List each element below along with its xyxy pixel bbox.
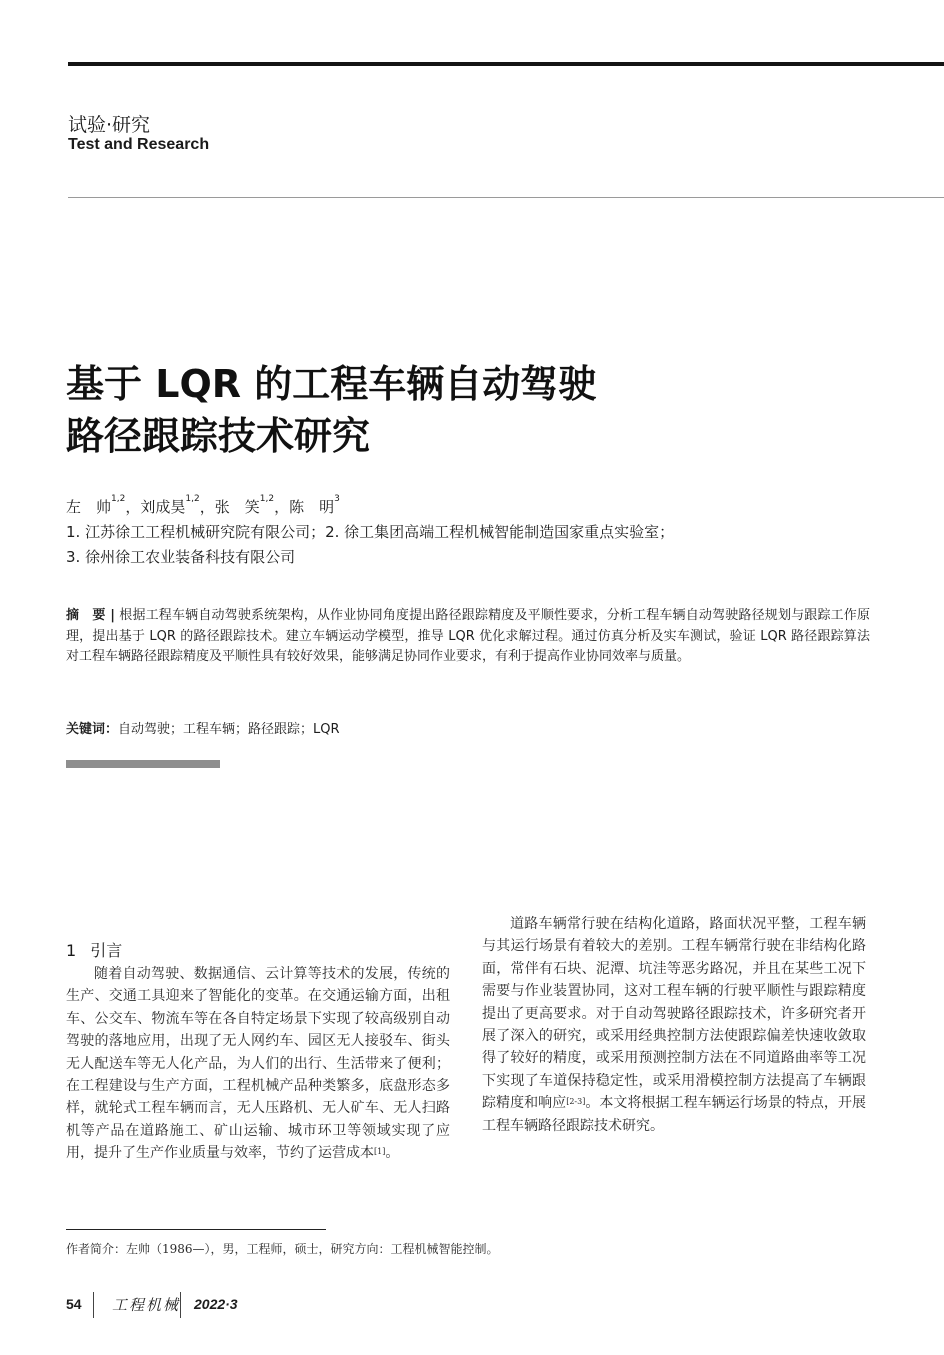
section-title: 引言	[90, 941, 123, 960]
author-affil-mark: 1,2	[185, 494, 200, 504]
abstract	[66, 606, 870, 668]
author-affil-mark: 1,2	[111, 494, 126, 504]
author-footnote: 作者简介：左帅（1986—），男，工程师，硕士，研究方向：工程机械智能控制。	[66, 1242, 499, 1256]
author-name: 张 笑	[214, 498, 260, 516]
author-affil-mark: 3	[334, 494, 340, 504]
keywords-text: 自动驾驶；工程车辆；路径跟踪；LQR	[118, 722, 340, 737]
author-affil-mark: 1,2	[259, 494, 275, 504]
body-paragraph: 道路车辆常行驶在结构化道路，路面状况平整，工程车辆与其运行场景有着较大的差别。工程车辆常行驶在非结构化路面，常伴有石块、泥潭、坑洼等恶劣路况，并且在某些工况下需要与作业装置协同，这对工程车辆的行驶平顺性与跟踪精度提出了更高要求。对于自动驾驶路径跟踪技术，许多研究者开展了深入的研究，或采用经典控制方法使跟踪偏差快速收敛取得了较好的精度，或采用预测控制方法在不同道路曲率等工况下实现了车道保持稳定性，或采用滑模控制方法提高了车辆跟踪精度和响应[2-3]。本文将根据工程车辆运行场景的特点，开展工程车辆路径跟踪技术研究。	[482, 916, 867, 1134]
citation: [2-3]	[566, 1097, 586, 1107]
decorative-bar	[66, 760, 220, 768]
abstract-label: 摘 要 |	[66, 608, 115, 623]
page-number: 54	[66, 1296, 82, 1312]
journal-name: 工程机械	[112, 1296, 181, 1314]
top-rule	[68, 62, 944, 66]
affiliation-line: 3. 徐州徐工农业装备科技有限公司	[66, 548, 296, 566]
section-heading	[66, 938, 136, 961]
issue-number: 2022·3	[194, 1296, 238, 1312]
footnote-rule	[66, 1229, 326, 1230]
section-label-cn: 试验·研究	[68, 114, 151, 136]
author-list: 左 帅$^{1,2}$，刘成昊$^{1,2}$，张 笑$^{1,2}$，陈 明$^3$	[66, 494, 340, 516]
abstract-text: 根据工程车辆自动驾驶系统架构，从作业协同角度提出路径跟踪精度及平顺性要求，分析工程车辆自动驾驶路径规划与跟踪工作原理，提出基于 LQR 的路径跟踪技术。建立车辆运动学模型，推导 LQR 优化求解过程。通过仿真分析及实车测试，验证 LQR 路径跟踪算法对工程车辆路径跟踪精度及平顺性具有较好效果，能够满足协同作业要求，有利于提高作业协同效率与质量。	[66, 608, 870, 664]
footer-separator	[180, 1292, 181, 1318]
section-number: 1	[66, 941, 77, 960]
keywords-label: 关键词：	[66, 722, 119, 737]
header-rule	[68, 197, 944, 198]
keywords	[66, 718, 340, 737]
body-paragraph: 随着自动驾驶、数据通信、云计算等技术的发展，传统的生产、交通工具迎来了智能化的变革。在交通运输方面，出租车、公交车、物流车等在各自特定场景下实现了较高级别自动驾驶的落地应用，出现了无人网约车、园区无人接驳车、街头无人配送车等无人化产品，为人们的出行、生活带来了便利；在工程建设与生产方面，工程机械产品种类繁多，底盘形态多样，就轮式工程车辆而言，无人压路机、无人矿车、无人扫路机等产品在道路施工、矿山运输、城市环卫等领域实现了应用，提升了生产作业质量与效率，节约了运营成本[1]。	[66, 966, 450, 1162]
author-name: 左 帅	[66, 498, 112, 516]
author-name: 陈 明	[289, 498, 335, 516]
body-column-left	[66, 963, 450, 1165]
title-line-1: 基于 LQR 的工程车辆自动驾驶	[66, 362, 597, 406]
citation: [1]	[374, 1147, 386, 1157]
footer-separator	[93, 1292, 94, 1318]
affiliation-line: 1. 江苏徐工工程机械研究院有限公司；2. 徐工集团高端工程机械智能制造国家重点实验室；	[66, 523, 675, 541]
body-column-right	[482, 913, 866, 1137]
title-line-2: 路径跟踪技术研究	[66, 414, 371, 458]
author-name: 刘成昊	[140, 498, 186, 516]
paper-title	[66, 358, 596, 462]
section-label-en: Test and Research	[68, 136, 210, 153]
